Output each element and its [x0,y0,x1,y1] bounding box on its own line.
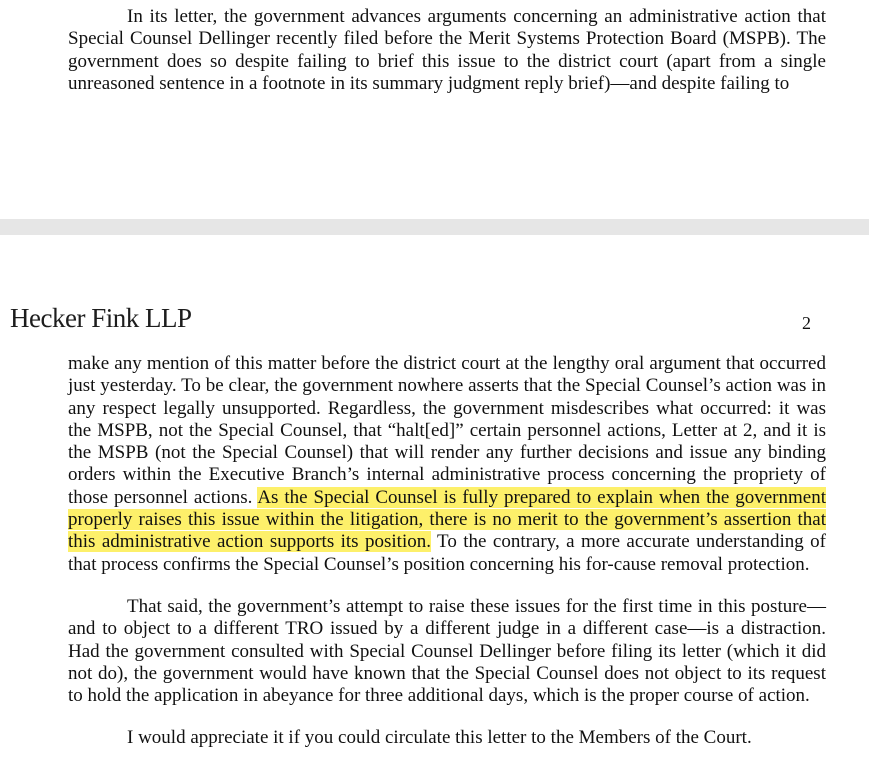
page-separator [0,219,869,235]
page1-paragraph: In its letter, the government advances arguments concerning an administrative action that Special Counsel Dellinger recently filed before the Merit Systems Protection Board (MSPB). The government does so despite failing to brief this issue to the district court (apart from a single unreasoned sentence in a footnote in its summary judgment reply brief)—and despite failing to [68,6,826,94]
paragraph-text: To the contrary, a more accurate understanding of that process confirms the Special Counsel’s position concerning his for-cause removal protection. [68,531,826,575]
page2-paragraph-2: That said, the government’s attempt to raise these issues for the first time in this posture—and to object to a different TRO issued by a different judge in a different case—is a distraction. Had the government consulted with Special Counsel Dellinger before filing its letter (which it did not do), the government would have known that the Special Counsel does not object to its request to hold the application in abeyance for three additional days, which is the proper course of action. [68,596,826,707]
highlighted-text: As the Special Counsel is fully prepared to explain when the government properly raises this issue within the litigation, there is no merit to the government’s assertion that this administrative action supports its position. [68,486,826,553]
paragraph-text: make any mention of this matter before the district court at the lengthy oral argument that occurred just yesterday. To be clear, the government nowhere asserts that the Special Counsel’s action was in any respect legally unsupported. Regardless, the government misdescribes what occurred: it was the MSPB, not the Special Counsel, that “halt[ed]” certain personnel actions, Letter at 2, and it is the MSPB (not the Special Counsel) that will render any further decisions and issue any binding orders within the Executive Branch’s internal administrative process concerning the propriety of those personnel actions. [68,353,826,508]
page2-paragraph-1 [68,353,826,576]
firm-logo: Hecker Fink LLP [10,303,192,333]
page-number: 2 [802,313,811,333]
page2-paragraph-3: I would appreciate it if you could circulate this letter to the Members of the Court. [127,727,752,748]
